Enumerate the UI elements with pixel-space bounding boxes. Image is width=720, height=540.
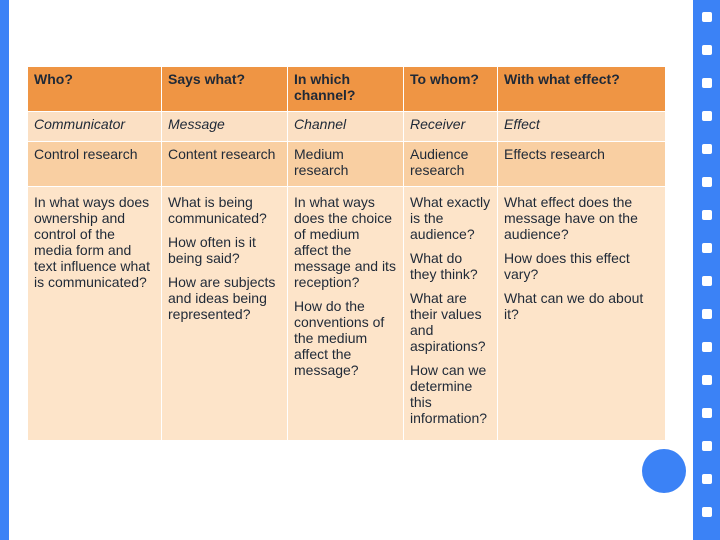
role-cell: Message <box>162 112 288 142</box>
question-text: What can we do about it? <box>504 290 644 322</box>
questions-cell <box>498 187 666 441</box>
rail-dot <box>702 45 712 55</box>
research-cell: Control research <box>28 142 162 187</box>
question-text: How do the conventions of the medium affect the message? <box>294 298 385 378</box>
research-cell: Effects research <box>498 142 666 187</box>
header-row <box>28 67 666 112</box>
question-text: In what ways does ownership and control of the media form and text influence what is communicated? <box>34 194 150 290</box>
left-accent-bar <box>0 0 9 540</box>
rail-dot <box>702 276 712 286</box>
rail-dot <box>702 177 712 187</box>
questions-cell <box>288 187 404 441</box>
research-cell: Content research <box>162 142 288 187</box>
question-text: What is being communicated? <box>168 194 267 226</box>
header-cell: In which channel? <box>288 67 404 112</box>
decorative-circle <box>642 449 686 493</box>
research-cell: Medium research <box>288 142 404 187</box>
header-cell: Who? <box>28 67 162 112</box>
question-text: In what ways does the choice of medium affect the message and its reception? <box>294 194 396 290</box>
rail-dot <box>702 375 712 385</box>
rail-dot <box>702 441 712 451</box>
header-cell: Says what? <box>162 67 288 112</box>
rail-dot <box>702 309 712 319</box>
header-cell: To whom? <box>404 67 498 112</box>
questions-cell <box>404 187 498 441</box>
research-row <box>28 142 666 187</box>
rail-dot <box>702 507 712 517</box>
role-row <box>28 112 666 142</box>
research-cell: Audience research <box>404 142 498 187</box>
rail-dot <box>702 243 712 253</box>
question-text: What effect does the message have on the audience? <box>504 194 638 242</box>
rail-dot <box>702 111 712 121</box>
lasswell-model-table <box>27 66 666 441</box>
question-text: What exactly is the audience? <box>410 194 491 242</box>
role-cell: Communicator <box>28 112 162 142</box>
rail-dot <box>702 342 712 352</box>
rail-dot <box>702 474 712 484</box>
question-text: How does this effect vary? <box>504 250 630 282</box>
question-text: What are their values and aspirations? <box>410 290 486 354</box>
question-text: How can we determine this information? <box>410 362 488 426</box>
right-accent-bar <box>693 0 720 540</box>
role-cell: Effect <box>498 112 666 142</box>
rail-dot <box>702 408 712 418</box>
rail-dot <box>702 78 712 88</box>
rail-dot <box>702 12 712 22</box>
question-text: What do they think? <box>410 250 478 282</box>
role-cell: Receiver <box>404 112 498 142</box>
questions-cell <box>28 187 162 441</box>
question-text: How are subjects and ideas being represented? <box>168 274 276 322</box>
header-cell: With what effect? <box>498 67 666 112</box>
rail-dot <box>702 210 712 220</box>
role-cell: Channel <box>288 112 404 142</box>
questions-row <box>28 187 666 441</box>
rail-dot <box>702 144 712 154</box>
questions-cell <box>162 187 288 441</box>
question-text: How often is it being said? <box>168 234 256 266</box>
